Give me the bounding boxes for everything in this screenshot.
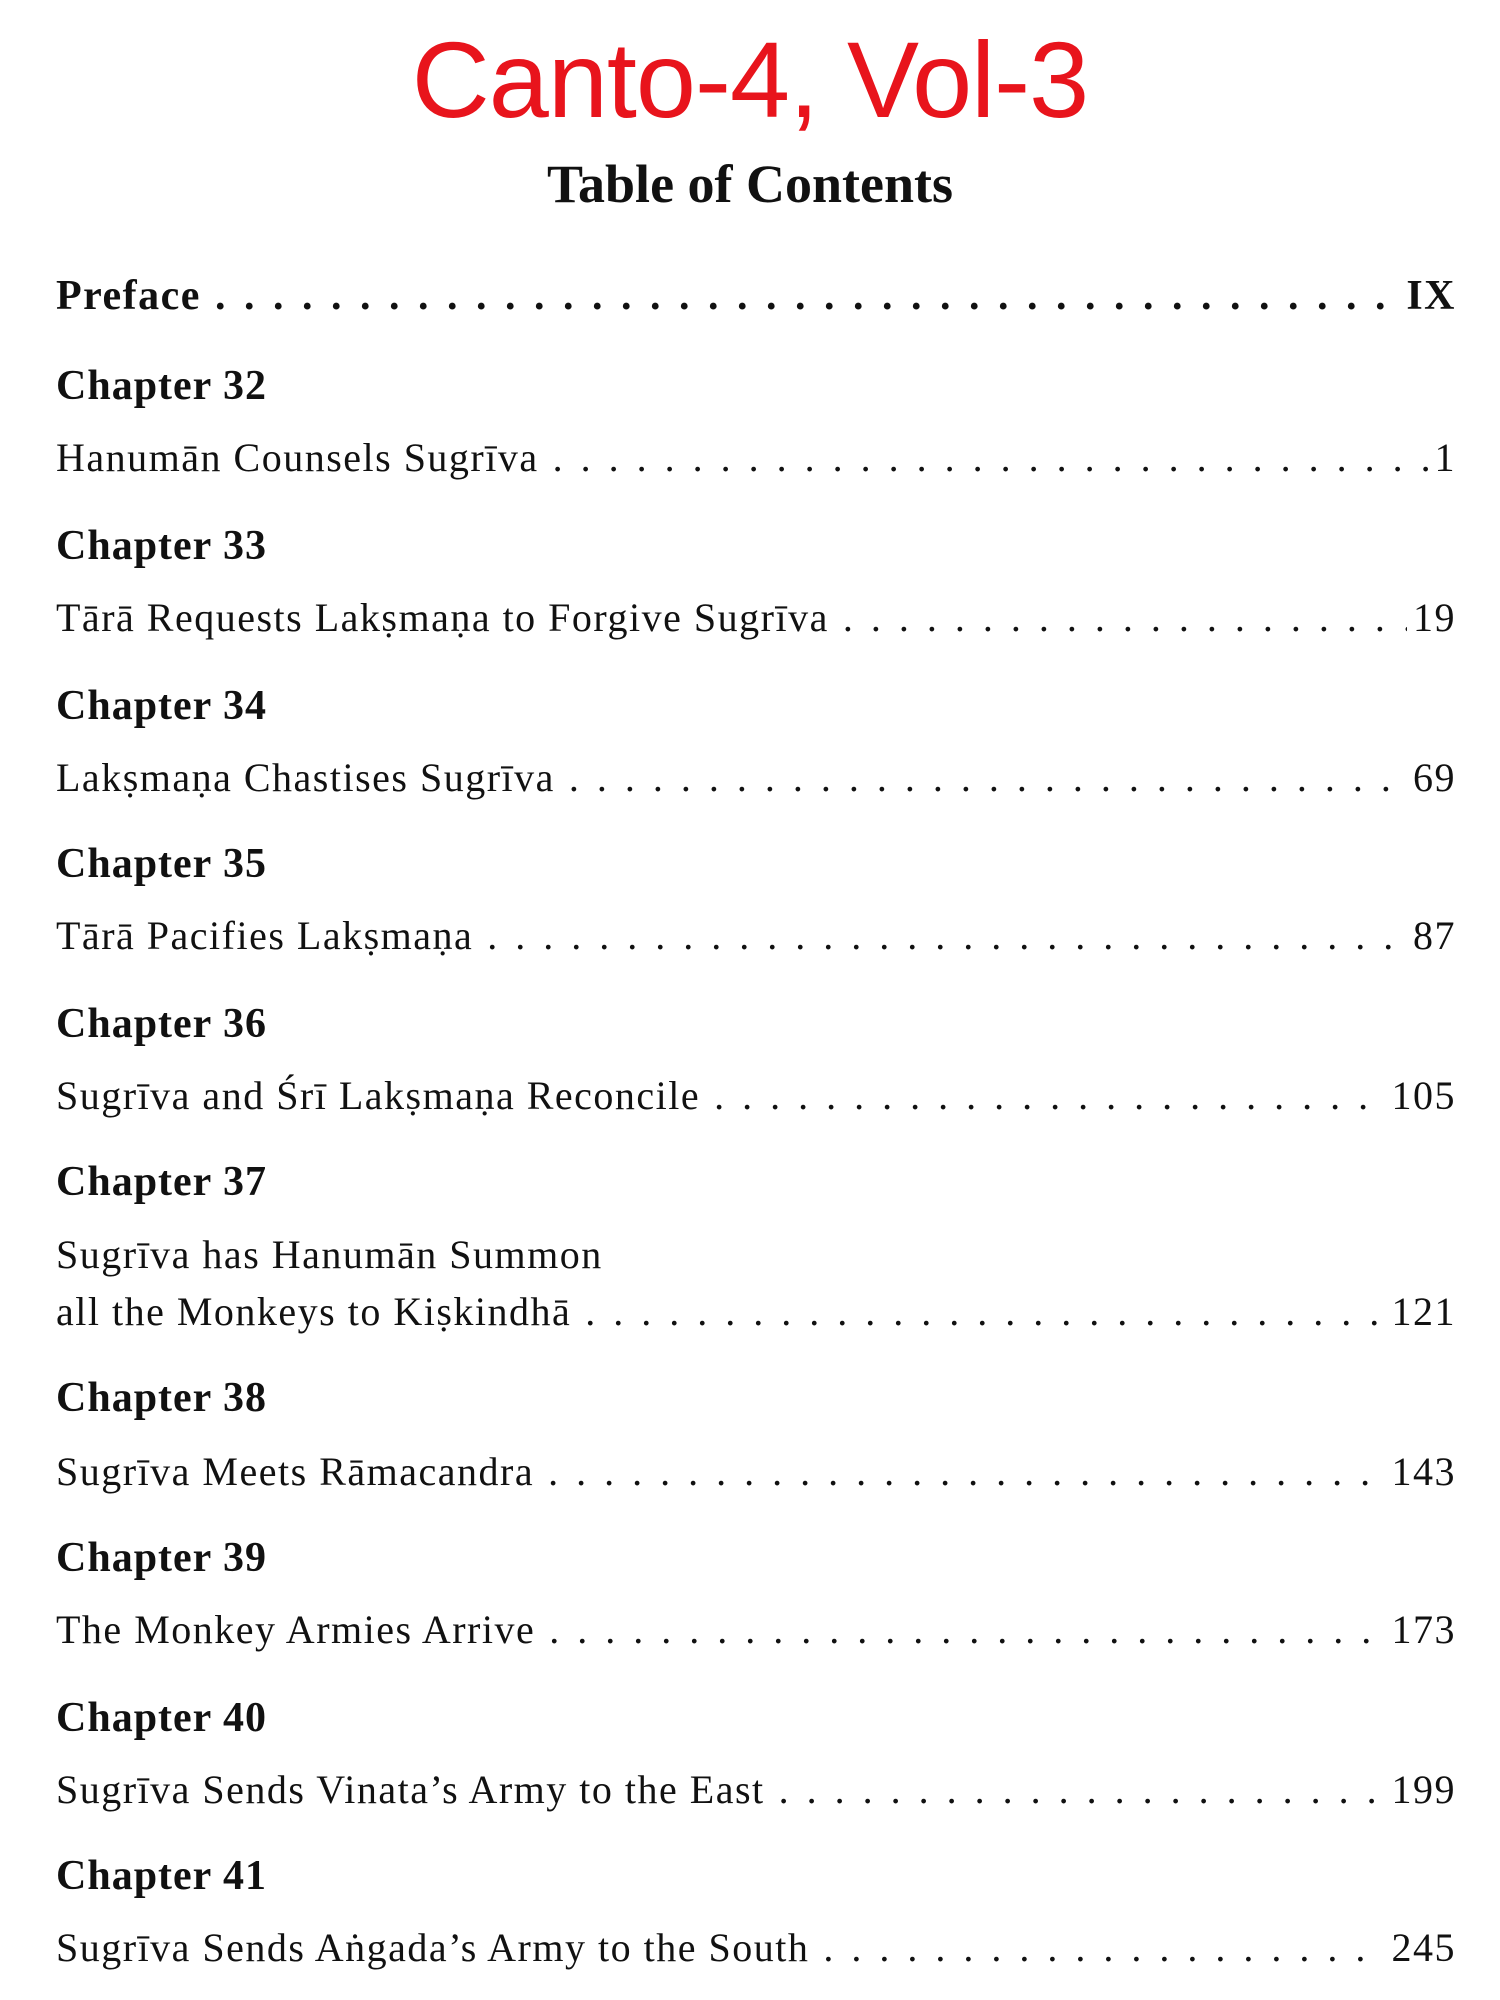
toc-entry-title-line2: all the Monkeys to Kiṣkindhā xyxy=(56,1289,572,1334)
dot-leader xyxy=(714,1068,1385,1124)
toc-entry-title: Sugrīva Sends Aṅgada’s Army to the South xyxy=(56,1925,810,1970)
toc-entry-page: 245 xyxy=(1391,1925,1456,1970)
chapter-heading: Chapter 36 xyxy=(56,1001,268,1047)
toc-entry-page: 19 xyxy=(1413,595,1456,640)
chapter-heading: Chapter 38 xyxy=(56,1375,268,1421)
toc-entry[interactable] xyxy=(56,1602,1456,1658)
chapter-heading: Chapter 35 xyxy=(56,841,268,887)
chapter-heading: Chapter 34 xyxy=(56,683,268,729)
chapter-heading: Chapter 41 xyxy=(56,1853,268,1899)
toc-entry-preface[interactable] xyxy=(56,268,1456,324)
toc-entry-title: The Monkey Armies Arrive xyxy=(56,1607,536,1652)
toc-entry-page: 199 xyxy=(1391,1767,1456,1812)
toc-entry[interactable] xyxy=(56,1444,1456,1500)
toc-entry[interactable] xyxy=(56,908,1456,964)
toc-entry-title: Tārā Pacifies Lakṣmaṇa xyxy=(56,913,474,958)
toc-heading: Table of Contents xyxy=(546,154,954,214)
chapter-heading: Chapter 39 xyxy=(56,1535,268,1581)
dot-leader xyxy=(553,430,1429,486)
toc-entry-title: Tārā Requests Lakṣmaṇa to Forgive Sugrīva xyxy=(56,595,829,640)
dot-leader xyxy=(779,1762,1386,1818)
dot-leader xyxy=(823,1920,1385,1976)
toc-entry[interactable] xyxy=(56,590,1456,646)
dot-leader xyxy=(569,750,1407,806)
dot-leader xyxy=(843,590,1407,646)
dot-leader xyxy=(585,1284,1385,1340)
toc-entry-title: Sugrīva Sends Vinata’s Army to the East xyxy=(56,1767,765,1812)
dot-leader xyxy=(487,908,1407,964)
toc-entry[interactable] xyxy=(56,1068,1456,1124)
chapter-heading: Chapter 32 xyxy=(56,363,268,409)
dot-leader xyxy=(215,268,1400,324)
dot-leader xyxy=(549,1602,1385,1658)
toc-entry-title: Preface xyxy=(56,273,201,319)
toc-entry-page: IX xyxy=(1406,273,1456,319)
toc-entry[interactable] xyxy=(56,1920,1456,1976)
chapter-heading: Chapter 40 xyxy=(56,1695,268,1741)
toc-entry[interactable] xyxy=(56,750,1456,806)
toc-entry[interactable] xyxy=(56,1762,1456,1818)
toc-entry-title: Lakṣmaṇa Chastises Sugrīva xyxy=(56,755,555,800)
toc-entry-title: Sugrīva and Śrī Lakṣmaṇa Reconcile xyxy=(56,1073,701,1118)
page-title: Canto-4, Vol-3 xyxy=(411,19,1089,140)
toc-entry-page: 69 xyxy=(1413,755,1456,800)
toc-entry-line2 xyxy=(56,1284,1456,1340)
toc-entry-page: 143 xyxy=(1391,1449,1456,1494)
toc-entry-page: 105 xyxy=(1391,1073,1456,1118)
toc-entry-multiline[interactable] xyxy=(56,1226,1456,1340)
dot-leader xyxy=(548,1444,1385,1500)
toc-entry-page: 121 xyxy=(1391,1289,1456,1334)
toc-entry-page: 1 xyxy=(1434,435,1456,480)
toc-entry-page: 173 xyxy=(1391,1607,1456,1652)
toc-entry[interactable] xyxy=(56,430,1456,486)
toc-entry-title-line1: Sugrīva has Hanumān Summon xyxy=(56,1232,603,1277)
chapter-heading: Chapter 37 xyxy=(56,1159,268,1205)
toc-entry-title: Hanumān Counsels Sugrīva xyxy=(56,435,539,480)
toc-entry-page: 87 xyxy=(1413,913,1456,958)
toc-entry-title: Sugrīva Meets Rāmacandra xyxy=(56,1449,535,1494)
chapter-heading: Chapter 33 xyxy=(56,523,268,569)
